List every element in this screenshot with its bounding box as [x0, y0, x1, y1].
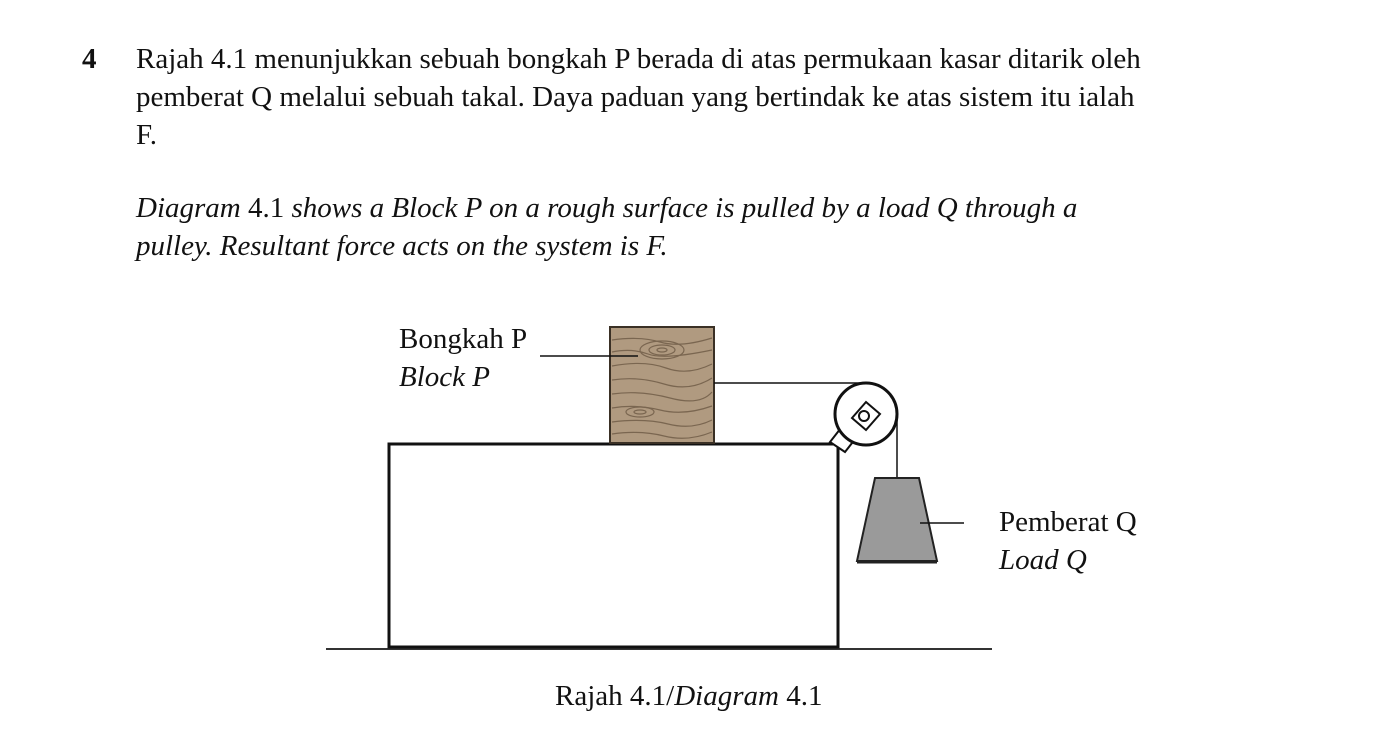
caption-malay: Rajah 4.1/ — [555, 680, 675, 712]
caption-english-word: Diagram — [674, 680, 779, 712]
block-label-english: Block P — [399, 361, 490, 393]
block-label-malay: Bongkah P — [399, 323, 528, 355]
table — [389, 444, 838, 647]
malay-line-2: pemberat Q melalui sebuah takal. Daya paduan yang bertindak ke atas sistem itu ialah — [136, 81, 1135, 113]
question-number: 4 — [82, 43, 97, 75]
load-q-body — [857, 478, 937, 561]
pulley — [835, 383, 897, 445]
load-label-malay: Pemberat Q — [999, 506, 1137, 538]
load-q — [857, 478, 937, 562]
figure-caption — [555, 677, 822, 715]
block-p — [610, 327, 714, 443]
pulley-axle — [859, 411, 869, 421]
english-line-2: pulley. Resultant force acts on the system is F. — [136, 230, 668, 262]
malay-line-3: F. — [136, 119, 158, 151]
english-diagram-word: Diagram — [136, 192, 241, 224]
malay-line-1: Rajah 4.1 menunjukkan sebuah bongkah P berada di atas permukaan kasar ditarik oleh — [136, 43, 1141, 75]
english-diagram-number: 4.1 — [240, 192, 292, 224]
english-line-1-rest: shows a Block P on a rough surface is pulled by a load Q through a — [291, 192, 1078, 224]
load-label-english: Load Q — [999, 544, 1087, 576]
caption-number: 4.1 — [778, 680, 823, 712]
